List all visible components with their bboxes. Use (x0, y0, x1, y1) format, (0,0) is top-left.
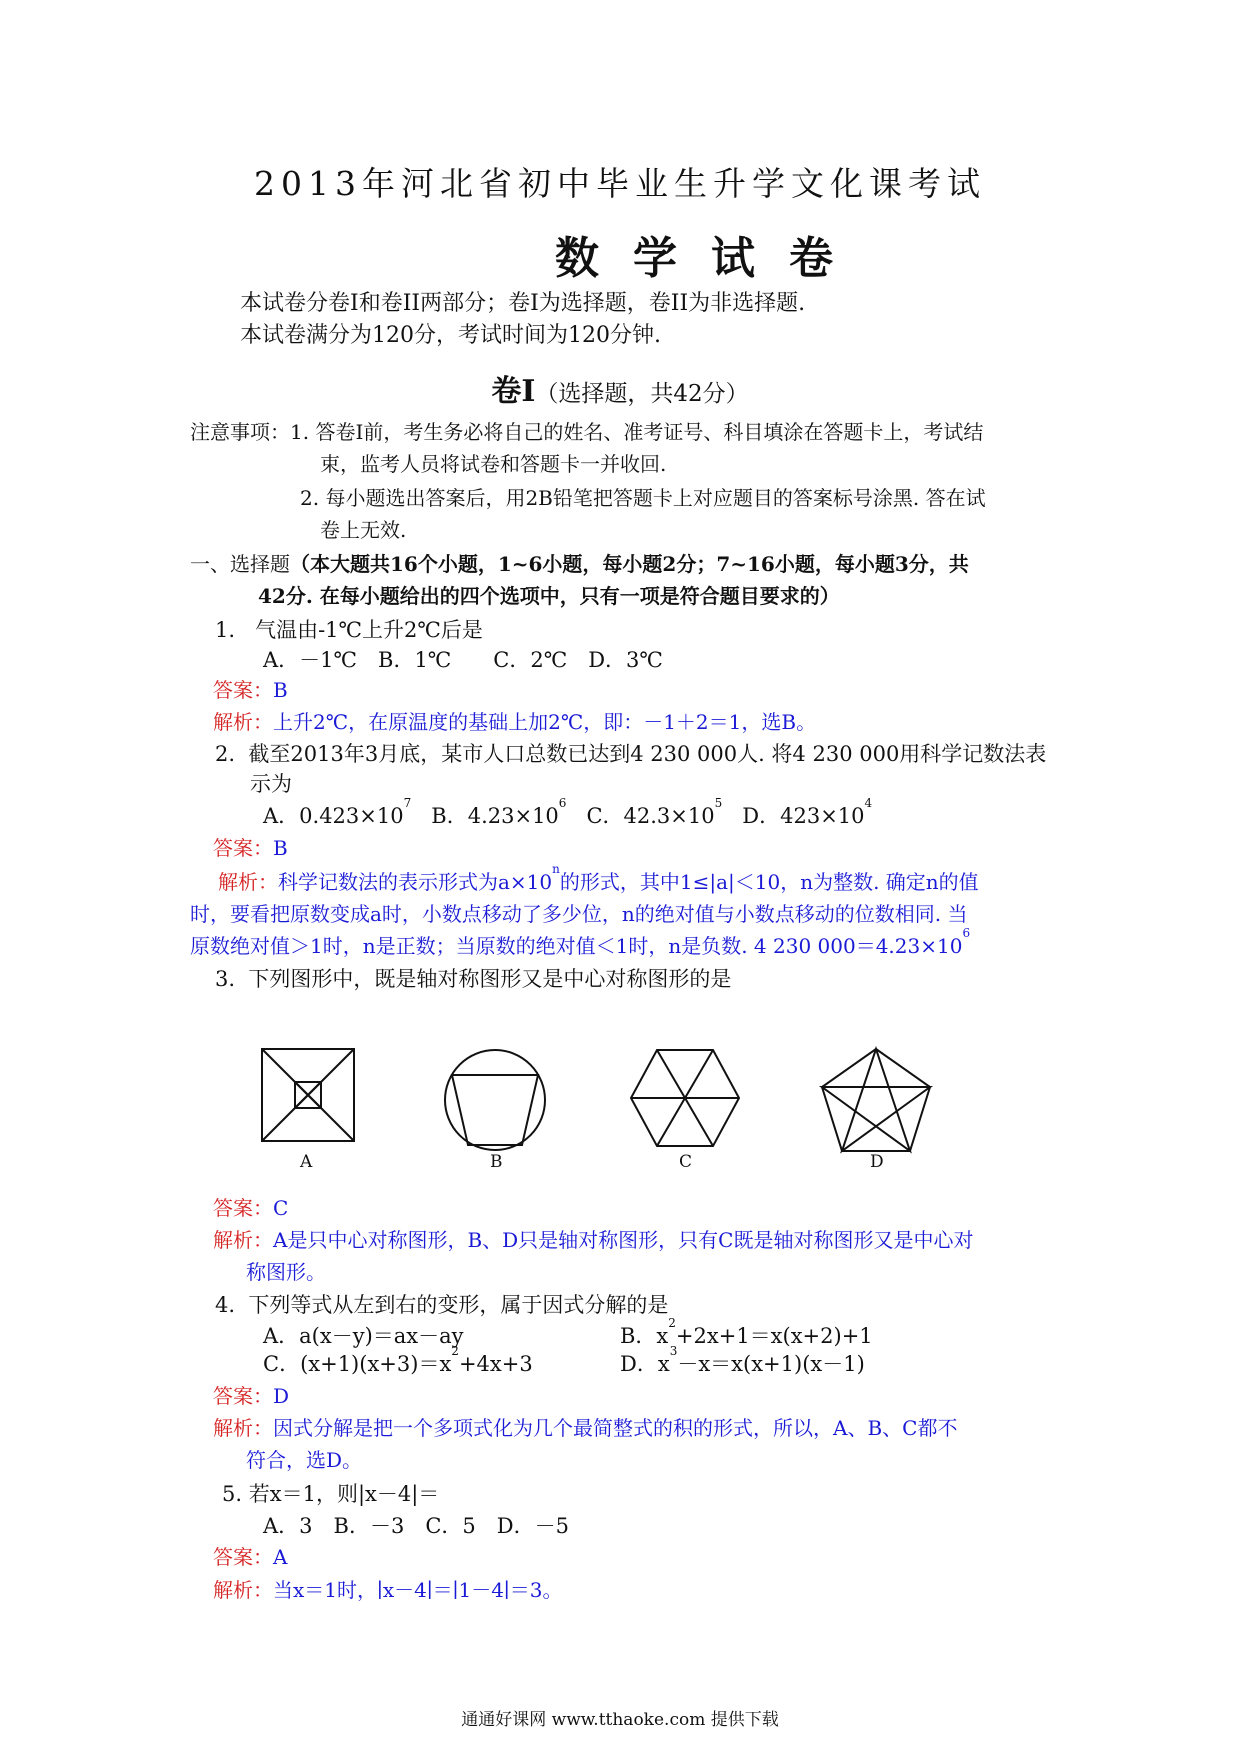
q4-option-a: A．a(x－y)＝ax－ay (263, 1324, 464, 1348)
q4-number: 4. (215, 1293, 236, 1317)
q4-option-d-2: －x＝x(x+1)(x－1) (677, 1352, 865, 1376)
part1-desc-line1: （本大题共16个小题，1~6小题，每小题2分；7~16小题，每小题3分，共 (290, 552, 969, 576)
q2-option-c-exp: 5 (714, 796, 723, 810)
q5-stem (222, 1478, 439, 1508)
answer-label: 答案： (213, 1196, 273, 1220)
figure-c-hexagon (627, 1045, 743, 1151)
q4-explanation-line-b: 符合，选D。 (246, 1448, 363, 1472)
q2-options (263, 796, 873, 830)
part1-label: 一、选择题 (190, 552, 290, 576)
q4-option-d-exp: 3 (669, 1344, 678, 1358)
q5-options: A．3 B．－3 C．5 D．－5 (263, 1514, 569, 1538)
q4-option-b-2: +2x+1＝x(x+2)+1 (675, 1324, 873, 1348)
page-footer: 通通好课网 www.tthaoke.com 提供下载 (461, 1710, 779, 1730)
q5-answer (213, 1541, 287, 1570)
answer-label: 答案： (213, 836, 273, 860)
q2-number: 2. (215, 742, 236, 766)
q5-explain-text: 当x＝1时，∣x－4∣＝∣1－4∣＝3。 (273, 1578, 563, 1602)
q2-answer (213, 832, 288, 861)
intro-line-1: 本试卷分卷I和卷II两部分；卷I为选择题，卷II为非选择题. (240, 291, 806, 316)
q2-option-b: B．4.23×10 (431, 804, 559, 828)
q4-answer (213, 1380, 289, 1409)
q1-explanation (213, 706, 816, 735)
explain-label: 解析： (213, 1228, 273, 1252)
q4-option-c-1: C．(x+1)(x+3)＝x (263, 1352, 452, 1376)
exam-title: 2013年河北省初中毕业生升学文化课考试 (254, 164, 986, 203)
q4-explanation-line-a (213, 1412, 957, 1441)
q5-explanation (213, 1574, 562, 1603)
q1-explain-text: 上升2℃，在原温度的基础上加2℃，即：－1＋2＝1，选B。 (273, 710, 817, 734)
q2-text-a: 截至2013年3月底，某市人口总数已达到4 230 000人. 将4 230 000用科学记数法表 (248, 742, 1047, 766)
q1-answer (213, 674, 288, 703)
figure-d-pentagon-star (818, 1045, 934, 1157)
q3-answer (213, 1192, 288, 1221)
answer-label: 答案： (213, 1384, 273, 1408)
figure-label-c: C (679, 1152, 693, 1172)
q5-text: 若x＝1，则|x－4|＝ (248, 1482, 440, 1506)
q2-explain-a2: 的形式，其中1≤|a|＜10，n为整数. 确定n的值 (559, 870, 979, 894)
part1-desc-line2: 42分. 在每小题给出的四个选项中，只有一项是符合题目要求的） (258, 584, 840, 608)
q2-option-c: C．42.3×10 (586, 804, 715, 828)
q2-text-b: 示为 (250, 772, 292, 796)
q1-options: A．－1℃ B．1℃ C．2℃ D．3℃ (263, 648, 663, 672)
q3-answer-value: C (273, 1196, 289, 1220)
q1-number: 1. (215, 618, 236, 642)
part1-heading (190, 548, 969, 577)
q4-text: 下列等式从左到右的变形，属于因式分解的是 (248, 1293, 669, 1317)
q1-answer-value: B (273, 678, 288, 702)
q2-option-d-exp: 4 (864, 796, 873, 810)
q2-explain-a1: 科学记数法的表示形式为a×10 (278, 870, 553, 894)
q1-text: 气温由-1℃上升2℃后是 (255, 618, 483, 642)
q2-stem (215, 738, 1046, 768)
q2-option-a-exp: 7 (403, 796, 412, 810)
q2-explain-a-exp: n (552, 862, 560, 876)
q5-answer-value: A (273, 1545, 288, 1569)
q3-stem (215, 963, 731, 993)
note-1-line-a: 1. 答卷I前，考生务必将自己的姓名、准考证号、科目填涂在答题卡上，考试结 (290, 420, 984, 444)
q3-text: 下列图形中，既是轴对称图形又是中心对称图形的是 (248, 967, 732, 991)
q2-option-b-exp: 6 (558, 796, 567, 810)
q4-option-b-1: B．x (620, 1324, 669, 1348)
q4-option-d-1: D．x (620, 1352, 670, 1376)
intro-line-2: 本试卷满分为120分，考试时间为120分钟. (240, 323, 661, 348)
q2-option-d: D．423×10 (742, 804, 865, 828)
q4-stem (215, 1289, 668, 1319)
q2-explanation-line-b: 时，要看把原数变成a时，小数点移动了多少位，n的绝对值与小数点移动的位数相同. 当 (190, 902, 968, 926)
q2-explain-c1: 原数绝对值＞1时，n是正数；当原数的绝对值＜1时，n是负数. 4 230 000＝4.23×10 (190, 934, 963, 958)
q2-explanation-line-a (218, 862, 979, 895)
q4-option-b-exp: 2 (668, 1316, 676, 1330)
section-title: 卷I (491, 374, 536, 409)
q2-explanation-line-c (190, 926, 971, 959)
q4-explain-a: 因式分解是把一个多项式化为几个最简整式的积的形式，所以，A、B、C都不 (273, 1416, 958, 1440)
section-subtitle: （选择题，共42分） (535, 381, 749, 407)
q2-answer-value: B (273, 836, 288, 860)
note-1-line-b: 束，监考人员将试卷和答题卡一并收回. (320, 452, 667, 476)
answer-label: 答案： (213, 678, 273, 702)
explain-label: 解析： (213, 1416, 273, 1440)
q4-answer-value: D (273, 1384, 290, 1408)
explain-label: 解析： (213, 1578, 273, 1602)
q4-option-c-2: +4x+3 (458, 1352, 533, 1376)
figure-b-circle-trapezoid (440, 1045, 550, 1155)
section-heading (0, 366, 1240, 410)
q3-explain-a: A是只中心对称图形，B、D只是轴对称图形，只有C既是轴对称图形又是中心对 (273, 1228, 974, 1252)
q1-stem (215, 614, 483, 644)
figure-label-a: A (300, 1152, 313, 1172)
notes-label: 注意事项： (190, 420, 290, 444)
answer-label: 答案： (213, 1545, 273, 1569)
q3-number: 3. (215, 967, 236, 991)
explain-label: 解析： (218, 870, 278, 894)
q3-explanation-line-b: 称图形。 (246, 1260, 326, 1284)
q4-option-c-exp: 2 (451, 1344, 459, 1358)
q4-option-d (620, 1344, 865, 1378)
note-2-line-b: 卷上无效. (320, 518, 407, 542)
figure-label-b: B (490, 1152, 503, 1172)
note-2-line-a: 2. 每小题选出答案后，用2B铅笔把答题卡上对应题目的答案标号涂黑. 答在试 (300, 486, 986, 510)
q2-option-a: A．0.423×10 (263, 804, 404, 828)
figure-a-square-pinwheel (258, 1045, 358, 1145)
paper-subtitle: 数学试卷 (555, 233, 867, 284)
q4-option-b (620, 1316, 873, 1350)
q2-explain-c-exp: 6 (962, 926, 971, 940)
q4-option-c (263, 1344, 533, 1378)
q5-number: 5. (222, 1482, 243, 1506)
explain-label: 解析： (213, 710, 273, 734)
figure-label-d: D (870, 1152, 884, 1172)
q3-explanation-line-a (213, 1224, 973, 1253)
